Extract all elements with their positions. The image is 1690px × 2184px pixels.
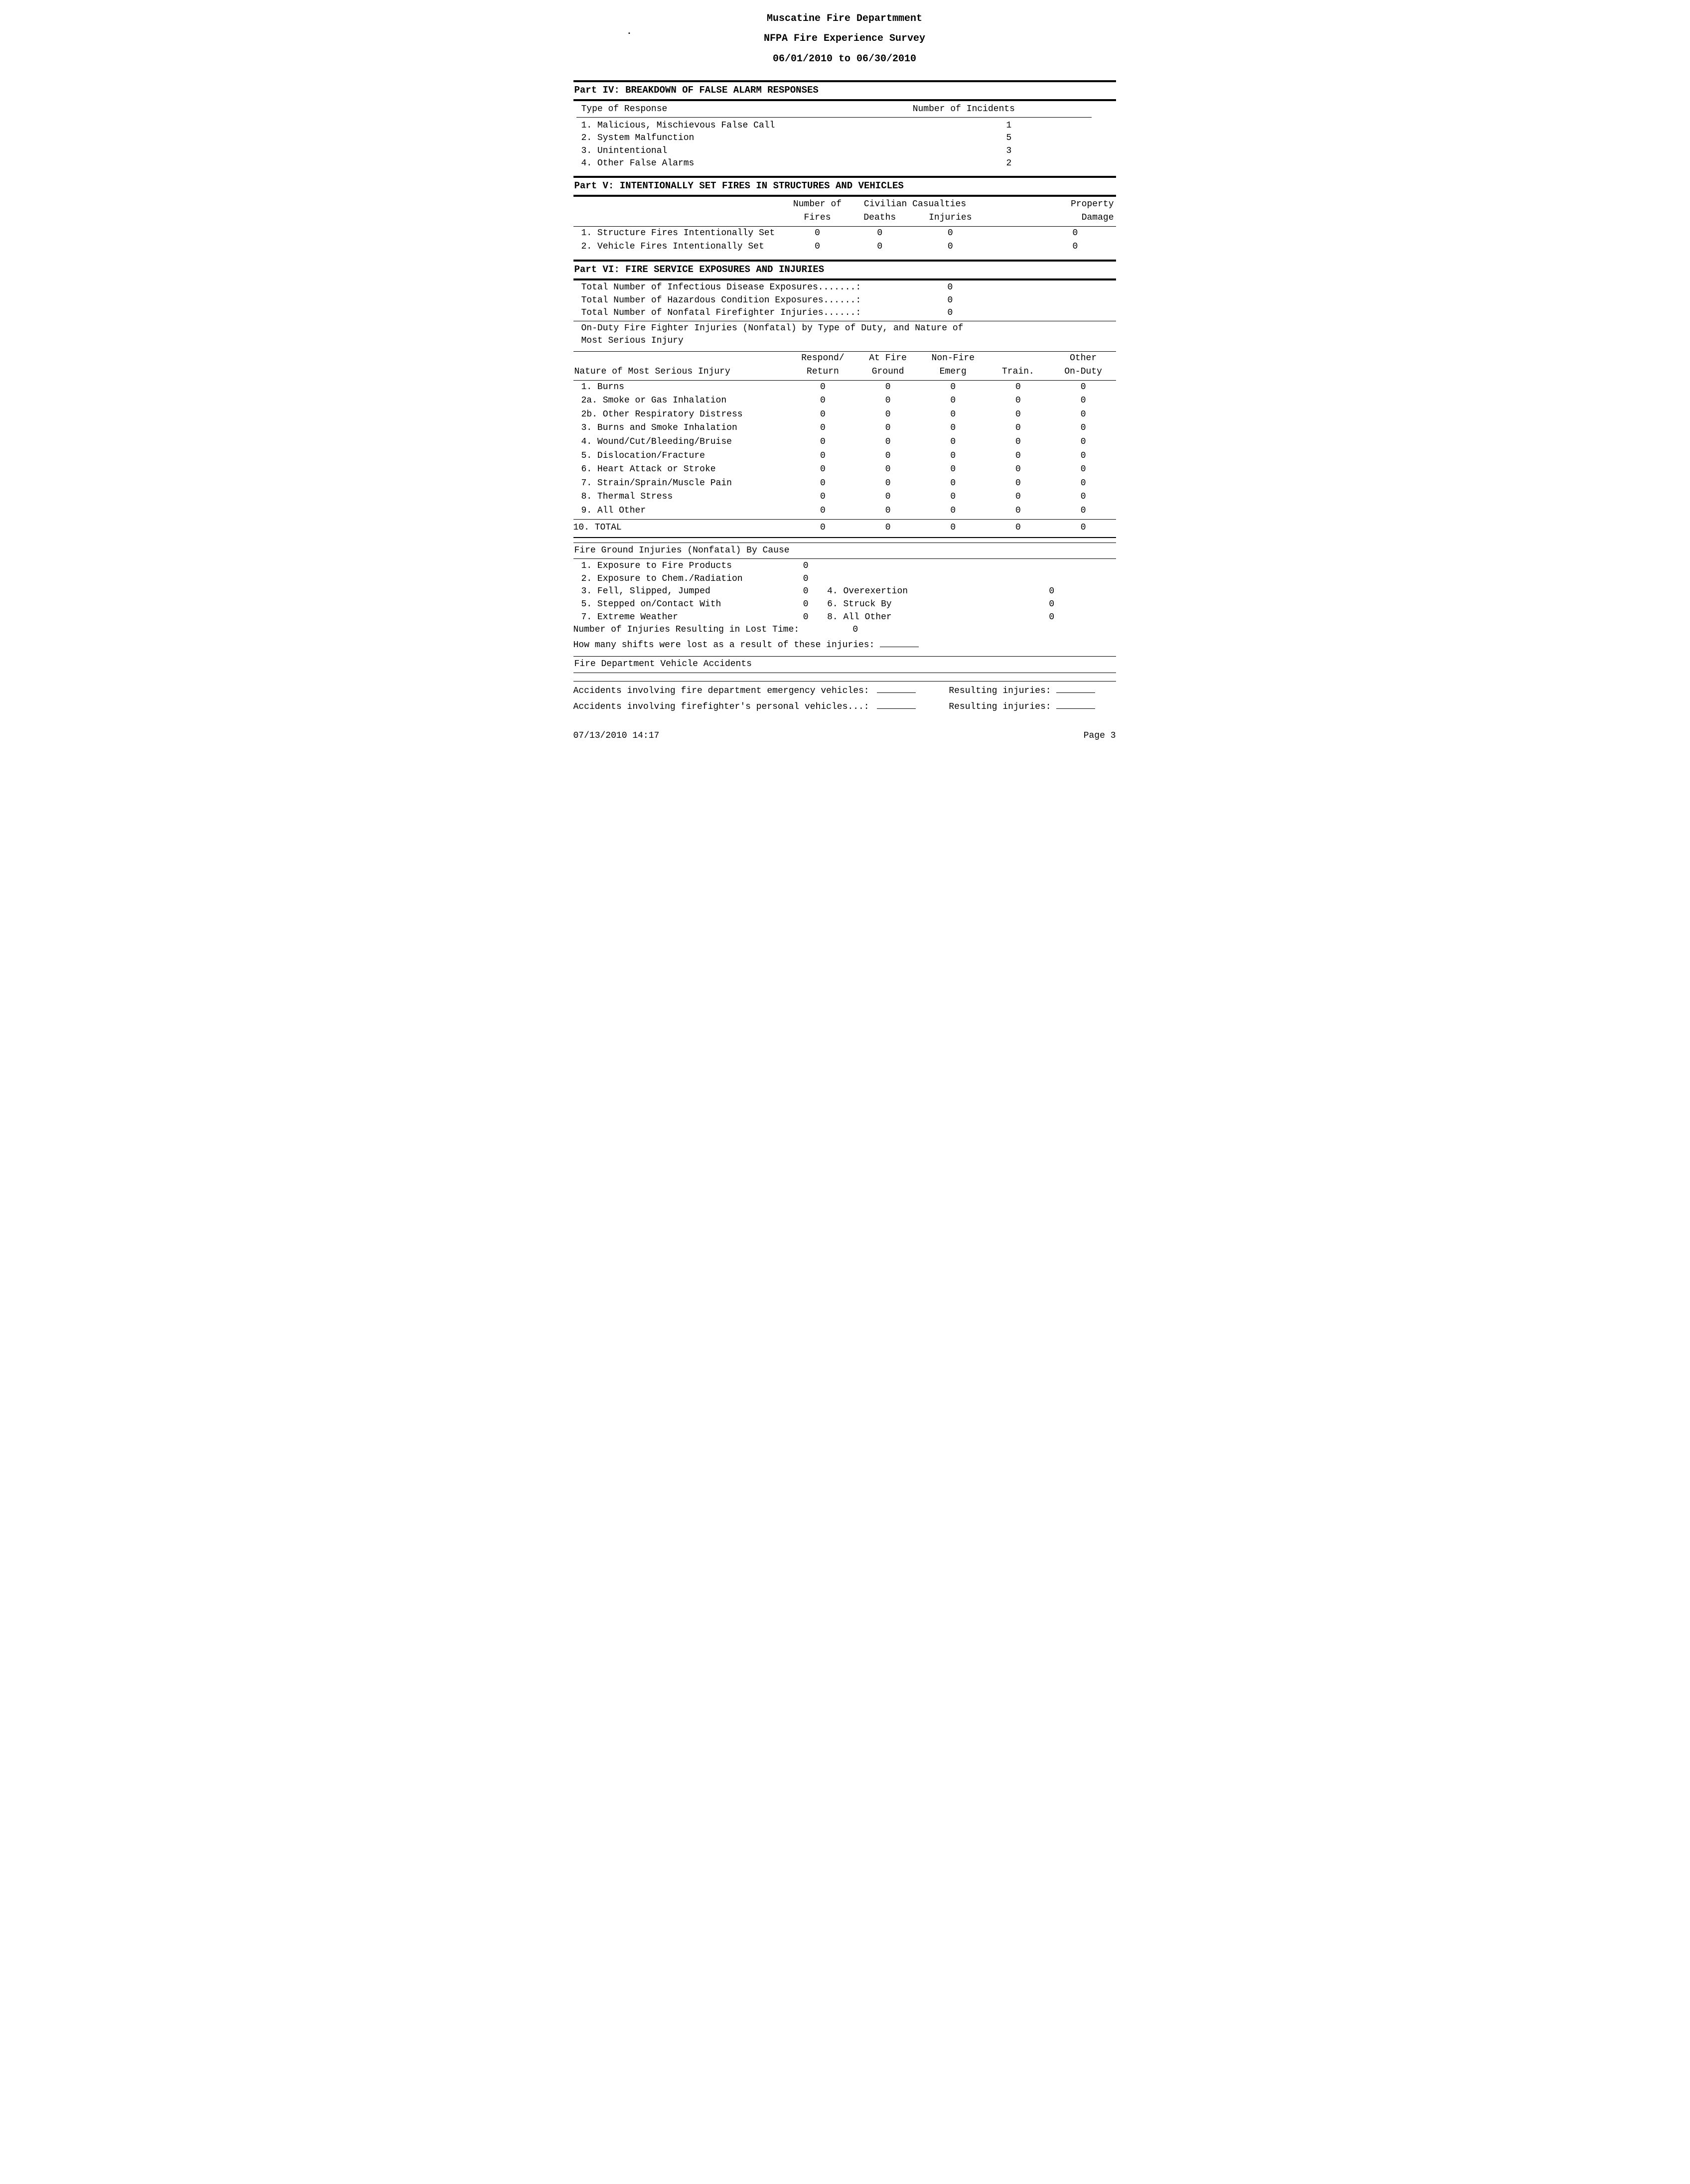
injury-value: 0: [1015, 437, 1021, 447]
col-header-number-of: Number of: [793, 199, 842, 209]
injury-value: 0: [950, 450, 956, 461]
col-header-property: Property: [1071, 199, 1114, 209]
injury-row: [573, 463, 1116, 477]
cause-value: 0: [1049, 586, 1055, 597]
injury-row: [573, 477, 1116, 491]
cause-value: 0: [803, 586, 809, 597]
cause-row: [573, 611, 1116, 624]
injury-total-value: 0: [790, 520, 855, 538]
cause-label: 2. Exposure to Chem./Radiation: [581, 573, 743, 584]
deaths-value: 0: [877, 228, 883, 238]
deaths-value: 0: [877, 242, 883, 252]
injury-value: 0: [1015, 409, 1021, 419]
injury-value: 0: [1080, 505, 1086, 516]
injury-value: 0: [1080, 464, 1086, 475]
thin-rule: [573, 558, 1116, 559]
cause-row: [573, 573, 1116, 586]
resulting-injuries-label: Resulting injuries:: [949, 685, 1051, 696]
false-alarm-value: 1: [1006, 120, 1012, 131]
injury-value: 0: [820, 396, 826, 406]
col-header-emerg: Emerg: [920, 365, 986, 380]
resulting-injuries-blank-field: [1056, 699, 1095, 709]
cause-row: [573, 560, 1116, 573]
col-header-number-of-incidents: Number of Incidents: [912, 104, 1015, 115]
cause-label: 7. Extreme Weather: [581, 612, 678, 622]
col-header-on-duty: On-Duty: [1051, 365, 1116, 380]
injury-label: 7. Strain/Sprain/Muscle Pain: [581, 478, 732, 488]
exposure-total-label: Total Number of Hazardous Condition Exposures......:: [581, 295, 861, 305]
injury-label: 8. Thermal Stress: [581, 492, 673, 502]
part-v-section: [573, 175, 1116, 258]
injury-label: 2a. Smoke or Gas Inhalation: [581, 396, 727, 406]
thick-rule: [573, 80, 1116, 82]
exposure-total-value: 0: [947, 282, 953, 292]
injury-total-value: 0: [1051, 520, 1116, 538]
injury-value: 0: [1080, 478, 1086, 488]
empty-header-cell: [573, 351, 791, 365]
lost-time-row: [573, 624, 1116, 637]
resulting-injuries-blank-field: [1056, 683, 1095, 693]
injury-value: 0: [885, 396, 891, 406]
resulting-injuries-label: Resulting injuries:: [949, 701, 1051, 712]
injury-value: 0: [820, 492, 826, 502]
vehicle-accident-label: Accidents involving firefighter's personal vehicles...:: [573, 701, 869, 712]
exposure-total-row: [573, 294, 1116, 307]
false-alarm-row: [573, 157, 1116, 170]
injury-value: 0: [950, 492, 956, 502]
injury-total-value: 0: [855, 520, 921, 538]
injury-row: [573, 394, 1116, 408]
injuries-table-caption-line1: On-Duty Fire Fighter Injuries (Nonfatal) by Type of Duty, and Nature of: [581, 323, 964, 333]
injury-label: 5. Dislocation/Fracture: [581, 450, 705, 461]
injury-value: 0: [820, 505, 826, 516]
thick-rule: [573, 176, 1116, 178]
injury-label: 1. Burns: [581, 382, 624, 392]
col-header-respond: Respond/: [801, 353, 845, 363]
injury-value: 0: [950, 464, 956, 475]
exposure-total-label: Total Number of Infectious Disease Exposures.......:: [581, 282, 861, 292]
false-alarm-label: 1. Malicious, Mischievous False Call: [581, 120, 775, 131]
injury-total-value: 0: [986, 520, 1051, 538]
table-header-row: [573, 211, 1116, 226]
document-title: Muscatine Fire Departmment: [766, 13, 923, 24]
injury-value: 0: [1015, 450, 1021, 461]
injury-row: [573, 408, 1116, 422]
on-duty-injuries-table: [573, 351, 1116, 538]
cause-value: 0: [1049, 612, 1055, 622]
injury-value: 0: [1015, 478, 1021, 488]
injury-value: 0: [1080, 450, 1086, 461]
injury-total-label: 10. TOTAL: [573, 520, 791, 538]
col-header-other: Other: [1070, 353, 1097, 363]
lost-time-label: Number of Injuries Resulting in Lost Time:: [573, 625, 800, 635]
empty-header-cell: [573, 211, 791, 226]
part-iv-title: Part IV: BREAKDOWN OF FALSE ALARM RESPONSES: [574, 85, 819, 96]
injury-value: 0: [1080, 396, 1086, 406]
accident-count-blank-field: [877, 699, 916, 709]
col-header-fires: Fires: [790, 211, 845, 226]
damage-value: 0: [1072, 242, 1078, 252]
table-header-row: [573, 198, 1116, 212]
injury-value: 0: [950, 382, 956, 392]
cause-value: 0: [1049, 599, 1055, 610]
scan-artifact-dot: .: [626, 27, 632, 37]
exposure-total-row: [573, 281, 1116, 294]
col-header-at-fire: At Fire: [869, 353, 907, 363]
injury-value: 0: [950, 478, 956, 488]
part-vi-title: Part VI: FIRE SERVICE EXPOSURES AND INJURIES: [574, 264, 825, 275]
false-alarm-row: [573, 120, 1116, 133]
injury-value: 0: [885, 464, 891, 475]
injury-value: 0: [950, 505, 956, 516]
false-alarm-value: 2: [1006, 158, 1012, 169]
document-subtitle: NFPA Fire Experience Survey: [763, 33, 926, 45]
false-alarm-value: 5: [1006, 133, 1012, 143]
thin-rule: [573, 656, 1116, 657]
injury-total-value: 0: [920, 520, 986, 538]
col-header-civilian-casualties: Civilian Casualties: [863, 199, 967, 209]
document-page: [563, 0, 1127, 751]
vehicle-accident-label: Accidents involving fire department emergency vehicles:: [573, 685, 869, 696]
injury-value: 0: [1015, 505, 1021, 516]
injury-label: 9. All Other: [581, 505, 646, 516]
injury-row: [573, 421, 1116, 435]
intentional-fire-label: 1. Structure Fires Intentionally Set: [581, 228, 775, 238]
cause-label: 8. All Other: [827, 612, 892, 622]
injury-value: 0: [820, 450, 826, 461]
table-row: [573, 240, 1116, 254]
injury-value: 0: [820, 464, 826, 475]
false-alarm-value: 3: [1006, 145, 1012, 156]
fires-value: 0: [815, 242, 820, 252]
injuries-value: 0: [947, 228, 953, 238]
part-vi-section: [573, 259, 1116, 714]
col-header-return: Return: [790, 365, 855, 380]
thick-rule: [573, 260, 1116, 262]
thin-rule: [573, 681, 1116, 682]
exposure-total-value: 0: [947, 308, 953, 318]
lost-time-value: 0: [852, 625, 858, 635]
injury-value: 0: [1015, 492, 1021, 502]
page-number: Page 3: [1083, 730, 1116, 741]
injuries-value: 0: [947, 242, 953, 252]
document-header: [573, 12, 1116, 72]
col-header-train: Train.: [986, 365, 1051, 380]
injury-label: 6. Heart Attack or Stroke: [581, 464, 716, 475]
injury-value: 0: [820, 478, 826, 488]
false-alarm-label: 4. Other False Alarms: [581, 158, 695, 169]
col-header-deaths: Deaths: [845, 211, 915, 226]
col-header-damage: Damage: [986, 211, 1116, 226]
injury-row: [573, 504, 1116, 520]
vehicle-accident-row: [573, 683, 1116, 697]
exposure-total-value: 0: [947, 295, 953, 305]
injury-row: [573, 435, 1116, 449]
cause-value: 0: [803, 612, 809, 622]
injury-value: 0: [885, 450, 891, 461]
injury-value: 0: [1080, 423, 1086, 433]
injuries-table-caption-line2: Most Serious Injury: [581, 336, 684, 346]
cause-value: 0: [803, 599, 809, 610]
cause-row: [573, 585, 1116, 598]
injury-value: 0: [885, 437, 891, 447]
thin-rule: [576, 117, 1092, 118]
injury-row: [573, 449, 1116, 463]
injury-value: 0: [885, 492, 891, 502]
injury-value: 0: [885, 409, 891, 419]
part-iv-section: [573, 79, 1116, 174]
shifts-lost-row: [573, 638, 1116, 652]
fires-value: 0: [815, 228, 820, 238]
false-alarm-row: [573, 132, 1116, 145]
intentional-fire-label: 2. Vehicle Fires Intentionally Set: [581, 242, 764, 252]
injury-value: 0: [950, 437, 956, 447]
part-v-title: Part V: INTENTIONALLY SET FIRES IN STRUCTURES AND VEHICLES: [574, 180, 904, 191]
page-footer: [573, 715, 1116, 743]
document-date-range: 06/01/2010 to 06/30/2010: [772, 53, 917, 65]
cause-label: 3. Fell, Slipped, Jumped: [581, 586, 710, 597]
cause-value: 0: [803, 561, 809, 571]
injury-value: 0: [885, 423, 891, 433]
cause-row: [573, 598, 1116, 611]
shifts-lost-blank-field: [880, 638, 919, 647]
col-header-injuries: Injuries: [915, 211, 986, 226]
col-header-nature-of-injury: Nature of Most Serious Injury: [573, 365, 791, 380]
injury-value: 0: [820, 437, 826, 447]
injury-label: 3. Burns and Smoke Inhalation: [581, 423, 737, 433]
cause-label: 6. Struck By: [827, 599, 892, 610]
empty-header-cell: [573, 198, 791, 212]
exposure-total-row: [573, 307, 1116, 320]
vehicle-accidents-title: Fire Department Vehicle Accidents: [574, 659, 752, 670]
injury-value: 0: [950, 396, 956, 406]
injury-value: 0: [820, 382, 826, 392]
injury-value: 0: [1015, 382, 1021, 392]
print-timestamp: 07/13/2010 14:17: [573, 730, 660, 741]
thick-rule: [573, 195, 1116, 197]
injury-value: 0: [1080, 409, 1086, 419]
injury-value: 0: [820, 423, 826, 433]
table-row: [573, 226, 1116, 240]
thick-rule: [573, 278, 1116, 280]
col-header-non-fire: Non-Fire: [931, 353, 975, 363]
intentional-fires-table: [573, 198, 1116, 254]
injury-row: [573, 490, 1116, 504]
cause-label: 4. Overexertion: [827, 586, 908, 597]
injury-value: 0: [950, 409, 956, 419]
injury-value: 0: [950, 423, 956, 433]
exposure-total-label: Total Number of Nonfatal Firefighter Injuries......:: [581, 308, 861, 318]
injury-row: [573, 380, 1116, 394]
injury-label: 4. Wound/Cut/Bleeding/Bruise: [581, 437, 732, 447]
accident-count-blank-field: [877, 683, 916, 693]
injury-total-row: [573, 520, 1116, 538]
fire-ground-injuries-title: Fire Ground Injuries (Nonfatal) By Cause: [574, 545, 790, 555]
injury-value: 0: [1015, 464, 1021, 475]
injury-label: 2b. Other Respiratory Distress: [581, 409, 743, 419]
cause-label: 1. Exposure to Fire Products: [581, 561, 732, 571]
thick-rule: [573, 99, 1116, 101]
part-iv-column-headers: [573, 103, 1116, 116]
injury-value: 0: [885, 382, 891, 392]
col-header-type-of-response: Type of Response: [581, 104, 668, 115]
injury-value: 0: [885, 478, 891, 488]
injury-value: 0: [1080, 382, 1086, 392]
false-alarm-label: 3. Unintentional: [581, 145, 668, 156]
injury-value: 0: [1080, 492, 1086, 502]
cause-label: 5. Stepped on/Contact With: [581, 599, 721, 610]
damage-value: 0: [1072, 228, 1078, 238]
table-header-row: [573, 351, 1116, 365]
false-alarm-row: [573, 145, 1116, 158]
col-header-train-spacer: [986, 351, 1051, 365]
shifts-lost-label: How many shifts were lost as a result of these injuries:: [573, 640, 875, 650]
injury-value: 0: [885, 505, 891, 516]
cause-value: 0: [803, 573, 809, 584]
table-header-row: [573, 365, 1116, 380]
injury-value: 0: [820, 409, 826, 419]
injury-value: 0: [1015, 423, 1021, 433]
injury-value: 0: [1080, 437, 1086, 447]
vehicle-accident-row: [573, 699, 1116, 713]
injury-value: 0: [1015, 396, 1021, 406]
col-header-ground: Ground: [855, 365, 921, 380]
false-alarm-label: 2. System Malfunction: [581, 133, 695, 143]
